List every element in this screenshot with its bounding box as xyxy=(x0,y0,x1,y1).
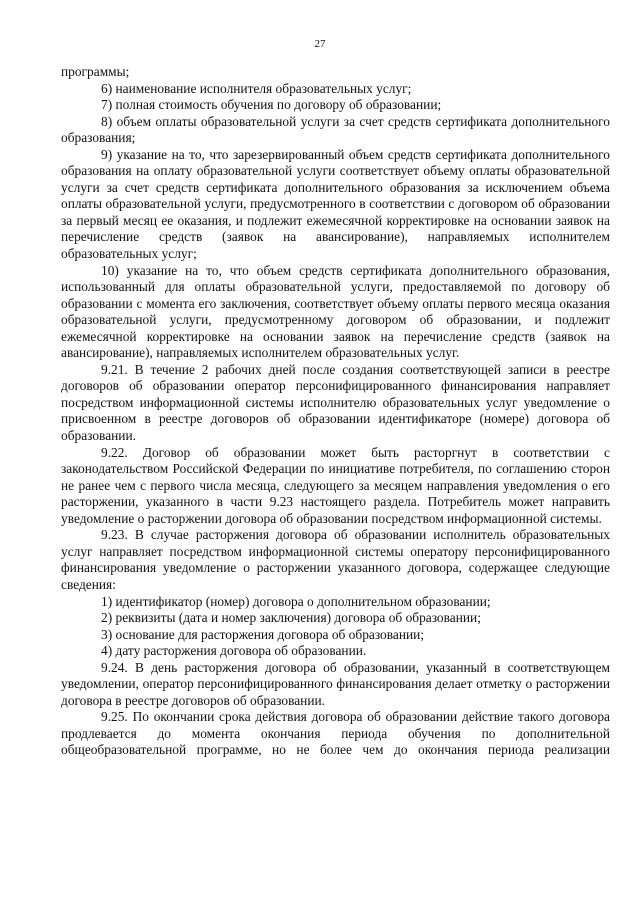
list-item-6: 6) наименование исполнителя образовательных услуг; xyxy=(101,80,412,96)
list-item-10: 10) указание на то, что объем средств сертификата дополнительного образования, использованный для оплаты образовательной услуги, предоставляемой по договору об образовании с момента его заключения, соответствует объему оплаты первого месяца оказания образовательной услуги, предусмотренному договором об образовании, и подлежит ежемесячной корректировке на основании заявок на перечисление средств (заявок на авансирование), направляемых исполнителем образовательных услуг. xyxy=(61,262,610,361)
document-body xyxy=(61,64,610,759)
clause-9-21: 9.21. В течение 2 рабочих дней после создания соответствующей записи в реестре договоров об образовании оператор персонифицированного финансирования направляет посредством информационной системы исполнителю образовательных услуг уведомление о присвоенном в реестре договоров об образовании идентификаторе (номере) договора об образовании. xyxy=(61,361,610,444)
clause-9-22: 9.22. Договор об образовании может быть расторгнут в соответствии с законодательством Российской Федерации по инициативе потребителя, по соглашению сторон не ранее чем с первого числа месяца, следующего за месяцем направления уведомления о его расторжении, указанного в части 9.23 настоящего раздела. Потребитель может направить уведомление о расторжении договора об образовании посредством информационной системы. xyxy=(61,444,610,526)
list-item-9: 9) указание на то, что зарезервированный объем средств сертификата дополнительного образования на оплату образовательной услуги соответствует объему оплаты образовательной услуги за счет средств сертификата дополнительного образования за исключением объема оплаты образовательной услуги, предусмотренного в соответствии с договором об образовании за первый месяц ее оказания, и подлежит ежемесячной корректировке на основании заявок на перечисление средств (заявок на авансирование), направляемых исполнителем образовательных услуг; xyxy=(61,146,610,262)
sublist-item-4: 4) дату расторжения договора об образовании. xyxy=(101,643,367,659)
list-item-8: 8) объем оплаты образовательной услуги за счет средств сертификата дополнительного образования; xyxy=(61,113,610,146)
sublist-item-1: 1) идентификатор (номер) договора о дополнительном образовании; xyxy=(101,593,491,609)
sublist-item-2: 2) реквизиты (дата и номер заключения) договора об образовании; xyxy=(101,610,481,626)
paragraph-programs-end: программы; xyxy=(61,64,130,79)
clause-9-23: 9.23. В случае расторжения договора об образовании исполнитель образовательных услуг направляет посредством информационной системы оператору персонифицированного финансирования уведомление о расторжении указанного договора, содержащее следующие сведения: xyxy=(61,527,610,592)
clause-9-25: 9.25. По окончании срока действия договора об образовании действие такого договора продлевается до момента окончания периода обучения по дополнительной общеобразовательной программе, но не более чем до окончания периода реализации xyxy=(61,709,610,758)
clause-9-24: 9.24. В день расторжения договора об образовании, указанный в соответствующем уведомлении, оператор персонифицированного финансирования делает отметку о расторжении договора в реестре договоров об образовании. xyxy=(61,659,610,708)
page-number: 27 xyxy=(314,38,326,50)
sublist-item-3: 3) основание для расторжения договора об образовании; xyxy=(101,626,425,642)
list-item-7: 7) полная стоимость обучения по договору об образовании; xyxy=(101,97,442,113)
